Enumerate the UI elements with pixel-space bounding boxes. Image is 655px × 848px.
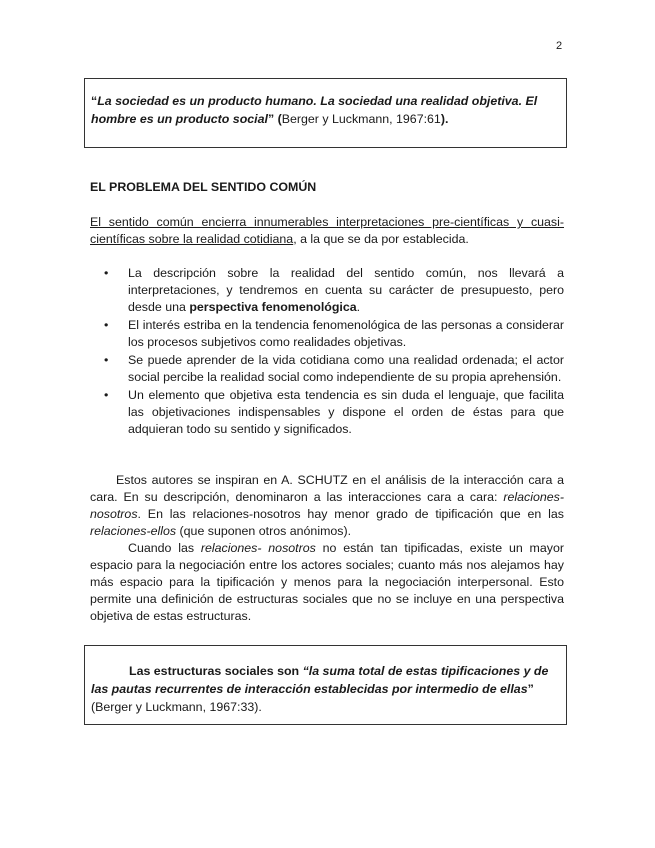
quote1-text: La sociedad es un producto humano. La sociedad una realidad objetiva. El hombre es un producto social [91,94,538,126]
bullet-list [90,265,564,439]
para2-b: no están tan tipificadas, existe un mayor espacio para la negociación entre los actores sociales; cuanto más nos alejamos hay más espacio para la tipificación y menos para la negociación interpersonal. Esto permite una definición de estructuras sociales que no se incluye en una perspectiva objetiva de estas estructuras. [90,541,564,623]
para1-i1: relaciones-nosotros [90,490,564,521]
bullet-4-text: Un elemento que objetiva esta tendencia es sin duda el lenguaje, que facilita las objetivaciones indispensables y dispone el orden de éstas para que adquieran todo su sentido y significados. [128,388,564,436]
para1-i2: relaciones-ellos [90,524,177,538]
list-item [90,352,564,386]
body-paragraphs [90,472,564,625]
quote2-quote: “la suma total de estas tipificaciones y de las pautas recurrentes de interacción establecidas por intermedio de ellas [91,664,549,696]
para1-c: (que suponen otros anónimos). [176,524,352,538]
quote1-open: “ [91,94,98,108]
bullet-1-text: La descripción sobre la realidad del sentido común, nos llevará a interpretaciones, y tendremos en cuenta su carácter de presupuesto, pero desde una [128,266,564,314]
paragraph-relaciones [90,540,564,625]
bullet-icon: • [104,388,109,402]
para2-i1: relaciones- nosotros [200,541,316,555]
quote2-citation: (Berger y Luckmann, 1967:33). [91,700,262,714]
quote1-citation: Berger y Luckmann, 1967:61 [281,112,441,126]
quote1-end: ). [440,112,449,126]
bullet-icon: • [104,353,109,367]
intro-rest: , a la que se da por establecida. [293,232,469,246]
bullet-icon: • [104,318,109,332]
intro-paragraph [90,214,564,248]
bullet-icon: • [104,266,109,280]
section-title: EL PROBLEMA DEL SENTIDO COMÚN [90,180,317,194]
bullet-2-text: El interés estriba en la tendencia fenomenológica de las personas a considerar los procesos subjetivos como realidades objetivas. [128,318,564,349]
page-number: 2 [556,40,563,52]
quote-box-1 [84,78,567,148]
list-item [90,317,564,351]
bullet-1-bold: perspectiva fenomenológica [189,300,357,314]
para2-a: Cuando las [128,541,201,555]
list-item [90,387,564,438]
quote2-lead: Las estructuras sociales son [129,664,303,678]
quote2-close: ” [527,682,534,696]
paragraph-schutz [90,472,564,540]
intro-underlined: El sentido común encierra innumerables interpretaciones pre-científicas y cuasi-científicas sobre la realidad cotidiana [90,215,564,246]
list-item [90,265,564,316]
quote-box-2 [84,645,567,725]
para1-b: . En las relaciones-nosotros hay menor grado de tipificación que en las [137,507,564,521]
quote1-close: ” ( [267,112,282,126]
bullet-1-end: . [356,300,361,314]
para1-a: Estos autores se inspiran en A. SCHUTZ en el análisis de la interacción cara a cara. En su descripción, denominaron a las interacciones cara a cara: [90,473,564,504]
bullet-3-text: Se puede aprender de la vida cotidiana como una realidad ordenada; el actor social percibe la realidad social como independiente de su propia aprehensión. [128,353,564,384]
